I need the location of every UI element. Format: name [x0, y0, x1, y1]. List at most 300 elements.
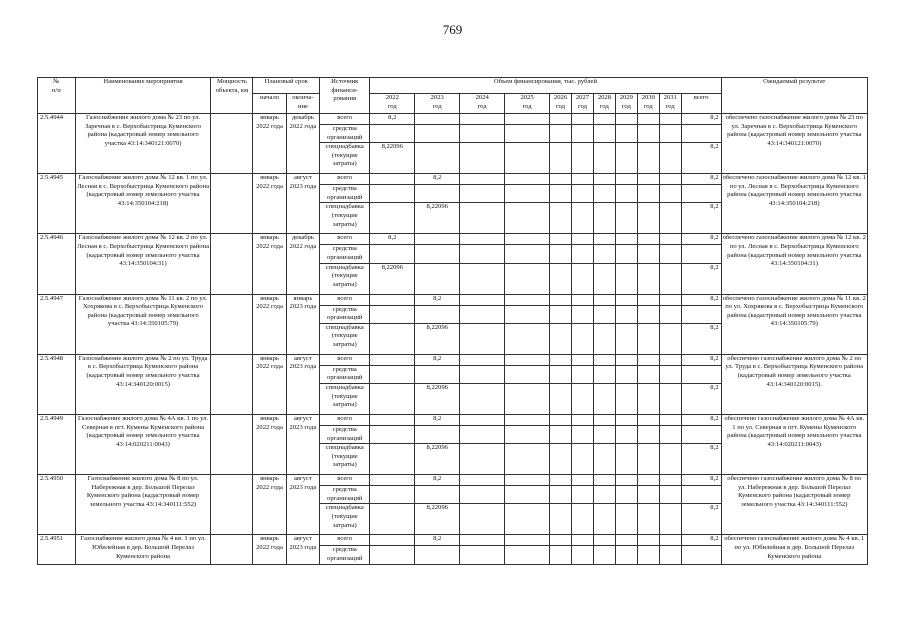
row-all-empty — [572, 414, 594, 425]
row-sp-empty — [615, 323, 637, 354]
row-all-empty — [593, 535, 615, 546]
row-sp-empty — [505, 323, 550, 354]
row-sp-empty — [505, 504, 550, 535]
row-sp-empty — [659, 383, 681, 414]
row-result: обеспечено газоснабжение жилого дома № 23 по ул. Заречная в с. Верхобыстрица Куменского района (кадастровый номер земельного участка 43:14:340121:0070) — [721, 114, 867, 174]
row-sp-empty — [460, 504, 505, 535]
row-all-empty — [615, 234, 637, 245]
row-all-total: 8,2 — [681, 114, 721, 125]
row-org-empty — [681, 486, 721, 504]
row-all-empty — [505, 535, 550, 546]
row-all-empty — [593, 414, 615, 425]
row-all-empty — [637, 535, 659, 546]
row-source-special: спецнадбавка (текущие затраты) — [320, 143, 370, 174]
row-sp-empty — [505, 263, 550, 294]
header-period-end: оконча- ние — [286, 94, 319, 114]
row-number: 2.5.4945 — [38, 174, 76, 234]
row-sp-empty — [460, 383, 505, 414]
row-org-empty — [681, 305, 721, 323]
row-org-empty — [681, 185, 721, 203]
header-year-9: 2031 год — [659, 94, 681, 114]
row-result: обеспечено газоснабжение жилого дома № 4 кв. 1 по ул. Юбилейная в дер. Большой Перелаз Куменского района — [721, 535, 867, 564]
row-all-empty — [659, 234, 681, 245]
row-org-empty — [415, 185, 460, 203]
row-org-empty — [550, 125, 572, 143]
row-all-empty — [615, 174, 637, 185]
row-source-all: всего — [320, 354, 370, 365]
row-all-empty — [593, 475, 615, 486]
row-result: обеспечено газоснабжение жилого дома № 2 по ул. Труда в с. Верхобыстрица Куменского района (кадастровый номер земельного участка 43:14:340120:0015). — [721, 354, 867, 414]
row-sp-empty — [572, 504, 594, 535]
table-row — [38, 414, 868, 425]
row-sp-empty — [637, 143, 659, 174]
row-sp-2023 — [415, 263, 460, 294]
row-sp-empty — [615, 143, 637, 174]
row-all-total: 8,2 — [681, 354, 721, 365]
row-source-special: спецнадбавка (текущие затраты) — [320, 504, 370, 535]
row-sp-empty — [593, 203, 615, 234]
row-sp-empty — [637, 263, 659, 294]
row-org-empty — [415, 486, 460, 504]
row-capacity — [211, 114, 253, 174]
row-sp-total: 8,2 — [681, 444, 721, 475]
row-result: обеспечено газоснабжение жилого дома № 12 кв. 2 по ул. Лесная в с. Верхобыстрица Куменского района (кадастровый номер земельного участка 43:14:350104:31) — [721, 234, 867, 294]
row-all-2022 — [370, 294, 415, 305]
row-all-2022 — [370, 414, 415, 425]
row-org-empty — [637, 305, 659, 323]
row-all-empty — [505, 294, 550, 305]
row-all-2022 — [370, 174, 415, 185]
row-org-empty — [637, 486, 659, 504]
row-all-empty — [572, 294, 594, 305]
row-org-empty — [593, 125, 615, 143]
row-all-empty — [615, 475, 637, 486]
row-source-all: всего — [320, 535, 370, 546]
row-sp-empty — [572, 263, 594, 294]
table-row — [38, 114, 868, 125]
row-sp-empty — [550, 444, 572, 475]
row-all-empty — [460, 475, 505, 486]
row-sp-total: 8,2 — [681, 203, 721, 234]
row-number: 2.5.4951 — [38, 535, 76, 564]
row-start: январь 2022 года — [253, 114, 286, 174]
row-org-empty — [550, 305, 572, 323]
row-org-empty — [505, 425, 550, 443]
row-start: январь 2022 года — [253, 234, 286, 294]
row-org-empty — [637, 245, 659, 263]
row-sp-empty — [637, 504, 659, 535]
row-sp-total: 8,2 — [681, 504, 721, 535]
row-start: январь 2022 года — [253, 535, 286, 564]
row-capacity — [211, 354, 253, 414]
row-all-empty — [505, 114, 550, 125]
row-org-empty — [593, 305, 615, 323]
row-org-empty — [370, 305, 415, 323]
row-all-empty — [637, 174, 659, 185]
row-all-empty — [637, 475, 659, 486]
row-all-empty — [460, 354, 505, 365]
row-source-org: средства организаций — [320, 305, 370, 323]
row-org-empty — [550, 546, 572, 564]
row-all-total: 8,2 — [681, 294, 721, 305]
row-name: Газоснабжение жилого дома № 23 по ул. Заречная в с. Верхобыстрица Куменского района (кадастровый номер земельного участка 43:14:340121:0070) — [75, 114, 211, 174]
row-org-empty — [572, 125, 594, 143]
row-org-empty — [659, 125, 681, 143]
row-org-empty — [370, 245, 415, 263]
row-all-empty — [615, 535, 637, 546]
row-source-org: средства организаций — [320, 546, 370, 564]
header-row-1 — [38, 78, 868, 94]
row-source-special: спецнадбавка (текущие затраты) — [320, 203, 370, 234]
row-org-empty — [572, 365, 594, 383]
row-capacity — [211, 414, 253, 474]
row-org-empty — [572, 546, 594, 564]
row-all-empty — [593, 294, 615, 305]
row-org-empty — [659, 245, 681, 263]
row-sp-empty — [550, 143, 572, 174]
row-org-empty — [415, 245, 460, 263]
row-end: август 2023 года — [286, 535, 319, 564]
row-source-all: всего — [320, 414, 370, 425]
row-source-org: средства организаций — [320, 486, 370, 504]
row-all-2023: 8,2 — [415, 354, 460, 365]
row-all-total: 8,2 — [681, 535, 721, 546]
page-number: 769 — [442, 22, 463, 37]
row-all-empty — [659, 475, 681, 486]
row-org-empty — [370, 486, 415, 504]
row-sp-empty — [593, 383, 615, 414]
row-org-empty — [615, 305, 637, 323]
row-all-2022 — [370, 535, 415, 546]
row-all-empty — [572, 535, 594, 546]
row-sp-empty — [593, 143, 615, 174]
row-sp-2022 — [370, 444, 415, 475]
row-all-empty — [593, 174, 615, 185]
row-all-empty — [460, 174, 505, 185]
row-all-total: 8,2 — [681, 234, 721, 245]
row-all-empty — [659, 174, 681, 185]
row-sp-total: 8,2 — [681, 383, 721, 414]
row-name: Газоснабжение жилого дома № 11 кв. 2 по ул. Хохрякова в с. Верхобыстрица Куменского района (кадастровый номер земельного участка 43:14:350105:79) — [75, 294, 211, 354]
row-org-empty — [550, 365, 572, 383]
row-org-empty — [659, 365, 681, 383]
row-org-empty — [615, 425, 637, 443]
row-result: обеспечено газоснабжение жилого дома № 8 по ул. Набережная в дер. Большой Перелаз Куменского района (кадастровый номер земельного участка 43:14:340111:552) — [721, 475, 867, 535]
row-org-empty — [593, 486, 615, 504]
row-all-empty — [659, 535, 681, 546]
row-org-empty — [505, 486, 550, 504]
row-sp-empty — [460, 444, 505, 475]
row-org-empty — [615, 185, 637, 203]
row-all-empty — [460, 294, 505, 305]
header-year-1: 2023 год — [415, 94, 460, 114]
row-sp-empty — [615, 383, 637, 414]
row-all-empty — [550, 174, 572, 185]
row-org-empty — [593, 365, 615, 383]
row-sp-empty — [505, 203, 550, 234]
header-year-8: 2030 год — [637, 94, 659, 114]
row-end: декабрь 2022 года — [286, 234, 319, 294]
row-all-empty — [659, 114, 681, 125]
row-sp-2023: 8,22096 — [415, 323, 460, 354]
row-all-empty — [637, 234, 659, 245]
row-org-empty — [370, 365, 415, 383]
row-org-empty — [615, 125, 637, 143]
header-year-4: 2026 год — [550, 94, 572, 114]
row-org-empty — [460, 425, 505, 443]
row-org-empty — [659, 425, 681, 443]
row-all-empty — [550, 234, 572, 245]
row-sp-empty — [572, 444, 594, 475]
row-all-empty — [593, 114, 615, 125]
row-all-empty — [550, 294, 572, 305]
row-all-empty — [593, 354, 615, 365]
row-org-empty — [615, 546, 637, 564]
row-sp-empty — [659, 143, 681, 174]
row-all-2022 — [370, 354, 415, 365]
header-capacity: Мощность объекта, км — [211, 78, 253, 114]
row-all-empty — [659, 294, 681, 305]
row-all-empty — [637, 354, 659, 365]
row-org-empty — [593, 245, 615, 263]
row-name: Газоснабжение жилого дома № 4 кв. 1 по ул. Юбилейная в дер. Большой Перелаз Куменского района — [75, 535, 211, 564]
row-capacity — [211, 234, 253, 294]
row-org-empty — [415, 546, 460, 564]
row-org-empty — [659, 546, 681, 564]
row-source-all: всего — [320, 234, 370, 245]
row-sp-empty — [659, 203, 681, 234]
table-row — [38, 535, 868, 546]
row-all-empty — [460, 414, 505, 425]
row-start: январь 2022 года — [253, 414, 286, 474]
row-org-empty — [572, 245, 594, 263]
row-capacity — [211, 174, 253, 234]
row-all-empty — [550, 414, 572, 425]
row-source-org: средства организаций — [320, 365, 370, 383]
row-sp-empty — [637, 203, 659, 234]
row-sp-empty — [659, 323, 681, 354]
row-org-empty — [593, 185, 615, 203]
header-year-7: 2029 год — [615, 94, 637, 114]
row-org-empty — [572, 185, 594, 203]
row-sp-2022: 8,22096 — [370, 143, 415, 174]
row-sp-empty — [572, 323, 594, 354]
row-name: Газоснабжение жилого дома № 12 кв. 2 по ул. Лесная в с. Верхобыстрица Куменского района (кадастровый номер земельного участка 43:14:350104:31) — [75, 234, 211, 294]
row-sp-empty — [460, 263, 505, 294]
row-all-2023: 8,2 — [415, 535, 460, 546]
row-sp-total: 8,2 — [681, 323, 721, 354]
row-all-empty — [615, 414, 637, 425]
row-sp-empty — [550, 383, 572, 414]
row-org-empty — [681, 425, 721, 443]
row-number: 2.5.4944 — [38, 114, 76, 174]
row-source-org: средства организаций — [320, 185, 370, 203]
row-all-2023: 8,2 — [415, 174, 460, 185]
row-all-empty — [505, 234, 550, 245]
row-end: август 2023 года — [286, 174, 319, 234]
header-volume: Объем финансирования, тыс. рублей — [370, 78, 721, 94]
row-org-empty — [637, 185, 659, 203]
row-sp-2022 — [370, 383, 415, 414]
row-org-empty — [415, 365, 460, 383]
row-sp-empty — [593, 263, 615, 294]
row-sp-empty — [550, 323, 572, 354]
row-sp-empty — [550, 504, 572, 535]
row-org-empty — [550, 245, 572, 263]
row-org-empty — [550, 185, 572, 203]
row-sp-2022: 8,22096 — [370, 263, 415, 294]
row-org-empty — [505, 125, 550, 143]
row-all-empty — [572, 475, 594, 486]
row-all-empty — [505, 354, 550, 365]
row-org-empty — [681, 546, 721, 564]
row-all-2023 — [415, 114, 460, 125]
row-all-empty — [460, 234, 505, 245]
row-org-empty — [460, 305, 505, 323]
row-sp-2023: 8,22096 — [415, 504, 460, 535]
row-org-empty — [505, 305, 550, 323]
header-source: Источник финанси- рования — [320, 78, 370, 114]
row-all-total: 8,2 — [681, 414, 721, 425]
row-all-empty — [460, 535, 505, 546]
table-row — [38, 174, 868, 185]
row-org-empty — [681, 365, 721, 383]
row-result: обеспечено газоснабжение жилого дома № 4А кв. 1 по ул. Северная в пгт. Кумены Куменского района (кадастровый номер земельного участка 43:14:020211:0043) — [721, 414, 867, 474]
row-sp-empty — [637, 323, 659, 354]
row-end: август 2023 года — [286, 414, 319, 474]
row-result: обеспечено газоснабжение жилого дома № 12 кв. 1 по ул. Лесная в с. Верхобыстрица Куменского района (кадастровый номер земельного участка 43:14:350104:218) — [721, 174, 867, 234]
row-sp-empty — [550, 263, 572, 294]
row-all-empty — [572, 174, 594, 185]
row-sp-2023: 8,22096 — [415, 444, 460, 475]
row-org-empty — [460, 365, 505, 383]
row-org-empty — [572, 305, 594, 323]
row-all-2023 — [415, 234, 460, 245]
row-org-empty — [505, 245, 550, 263]
row-sp-empty — [637, 383, 659, 414]
row-sp-empty — [505, 444, 550, 475]
row-org-empty — [370, 425, 415, 443]
row-all-empty — [615, 354, 637, 365]
row-all-empty — [550, 475, 572, 486]
row-sp-empty — [593, 444, 615, 475]
row-org-empty — [370, 546, 415, 564]
row-sp-empty — [615, 203, 637, 234]
row-source-special: спецнадбавка (текущие затраты) — [320, 323, 370, 354]
investment-program-table — [37, 77, 868, 565]
row-sp-empty — [659, 263, 681, 294]
table-row — [38, 354, 868, 365]
row-sp-empty — [572, 143, 594, 174]
row-sp-empty — [615, 444, 637, 475]
row-all-2022: 8,2 — [370, 234, 415, 245]
header-result: Ожидаемый результат — [721, 78, 867, 114]
row-all-2023: 8,2 — [415, 294, 460, 305]
row-sp-total: 8,2 — [681, 263, 721, 294]
row-org-empty — [572, 425, 594, 443]
row-org-empty — [637, 365, 659, 383]
row-sp-2022 — [370, 504, 415, 535]
row-capacity — [211, 475, 253, 535]
row-source-all: всего — [320, 294, 370, 305]
row-org-empty — [659, 486, 681, 504]
row-org-empty — [550, 425, 572, 443]
row-org-empty — [637, 125, 659, 143]
row-all-empty — [637, 414, 659, 425]
row-org-empty — [593, 546, 615, 564]
row-sp-2023: 8,22096 — [415, 383, 460, 414]
table-row — [38, 234, 868, 245]
row-org-empty — [460, 546, 505, 564]
row-source-special: спецнадбавка (текущие затраты) — [320, 444, 370, 475]
header-year-3: 2025 год — [505, 94, 550, 114]
row-org-empty — [681, 245, 721, 263]
table-row — [38, 475, 868, 486]
row-org-empty — [460, 486, 505, 504]
row-end: август 2023 года — [286, 475, 319, 535]
row-all-empty — [615, 114, 637, 125]
row-all-empty — [505, 475, 550, 486]
row-sp-empty — [572, 203, 594, 234]
row-start: январь 2022 года — [253, 354, 286, 414]
row-sp-empty — [637, 444, 659, 475]
header-num: № п/п — [38, 78, 76, 114]
row-name: Газоснабжение жилого дома № 2 по ул. Труда в с. Верхобыстрица Куменского района (кадастровый номер земельного участка 43:14:340120:0015) — [75, 354, 211, 414]
row-source-all: всего — [320, 174, 370, 185]
row-sp-empty — [505, 383, 550, 414]
row-org-empty — [505, 546, 550, 564]
row-all-2022: 8,2 — [370, 114, 415, 125]
row-sp-empty — [505, 143, 550, 174]
row-all-empty — [593, 234, 615, 245]
row-number: 2.5.4950 — [38, 475, 76, 535]
row-all-empty — [572, 114, 594, 125]
row-org-empty — [637, 425, 659, 443]
row-start: январь 2022 года — [253, 174, 286, 234]
row-source-org: средства организаций — [320, 245, 370, 263]
row-org-empty — [505, 365, 550, 383]
row-source-all: всего — [320, 114, 370, 125]
row-all-empty — [505, 414, 550, 425]
header-name: Наименование мероприятия — [75, 78, 211, 114]
row-all-empty — [659, 414, 681, 425]
row-number: 2.5.4947 — [38, 294, 76, 354]
row-org-empty — [637, 546, 659, 564]
row-sp-empty — [659, 444, 681, 475]
row-org-empty — [460, 125, 505, 143]
row-sp-empty — [659, 504, 681, 535]
row-source-all: всего — [320, 475, 370, 486]
row-org-empty — [550, 486, 572, 504]
row-org-empty — [572, 486, 594, 504]
row-all-empty — [659, 354, 681, 365]
row-capacity — [211, 294, 253, 354]
row-sp-empty — [593, 504, 615, 535]
row-end: январь 2023 года — [286, 294, 319, 354]
row-all-total: 8,2 — [681, 475, 721, 486]
row-sp-empty — [572, 383, 594, 414]
row-source-org: средства организаций — [320, 425, 370, 443]
row-all-total: 8,2 — [681, 174, 721, 185]
row-all-2022 — [370, 475, 415, 486]
row-number: 2.5.4948 — [38, 354, 76, 414]
row-all-empty — [572, 234, 594, 245]
row-sp-2023 — [415, 143, 460, 174]
row-all-empty — [572, 354, 594, 365]
row-number: 2.5.4946 — [38, 234, 76, 294]
row-sp-empty — [615, 504, 637, 535]
row-org-empty — [593, 425, 615, 443]
